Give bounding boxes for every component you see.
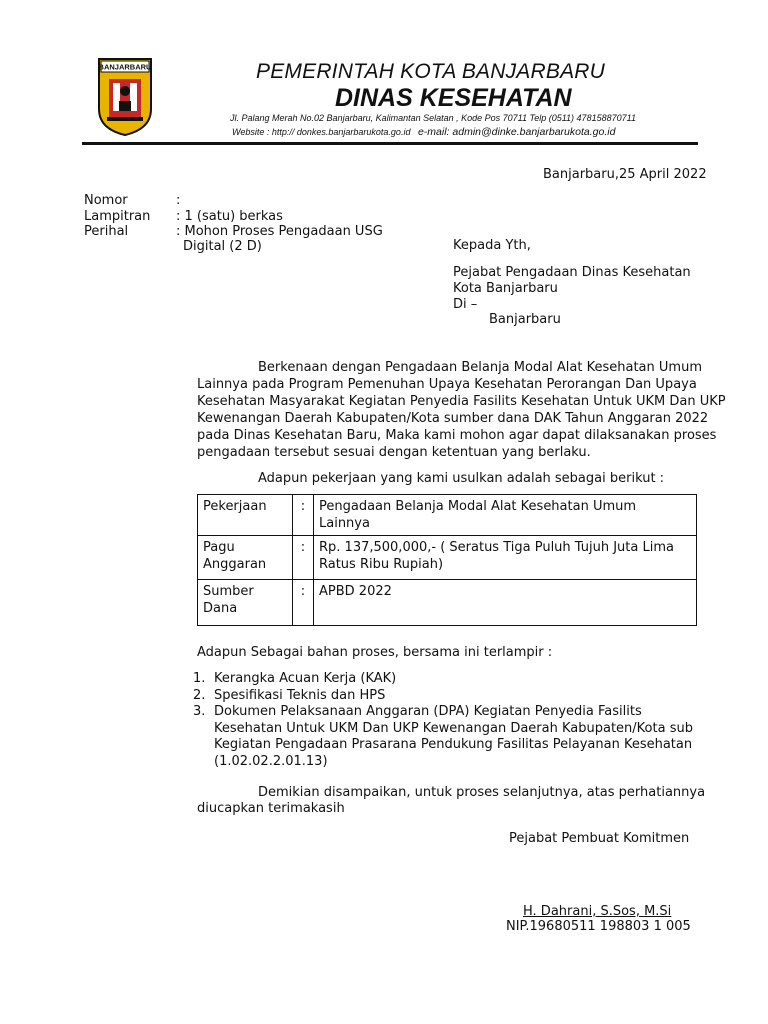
table-cell-label: Sumber Dana [198,580,293,626]
list-item-number: 2. [193,687,206,703]
email-text: e-mail: admin@dinke.banjarbarukota.go.id [417,126,616,138]
body-line-5: pada Dinas Kesehatan Baru, Maka kami mohon agar dapat dilaksanakan proses [197,428,717,443]
body-line-2: Lainnya pada Program Pemenuhan Upaya Kesehatan Perorangan Dan Upaya [197,377,697,392]
table-cell-sep: : [293,536,314,580]
recipient-title: Pejabat Pengadaan Dinas Kesehatan [453,265,691,280]
emblem-text: BANJARBARU [98,62,152,72]
table-cell-label: Pekerjaan [198,495,293,536]
perihal-value-cont: Digital (2 D) [183,239,262,254]
body-line-4: Kewenangan Daerah Kabupaten/Kota sumber dana DAK Tahun Anggaran 2022 [197,411,709,426]
list-item-number: 1. [193,671,206,686]
table-row [198,536,697,580]
lampiran-label: Lampitran [84,209,151,224]
body-line-3: Kesehatan Masyarakat Kegiatan Penyedia Fasilits Kesehatan Untuk UKM Dan UKP [197,394,726,409]
list-item-text: Kerangka Acuan Kerja (KAK) [214,671,397,686]
list-item-text: Dokumen Pelaksanaan Anggaran (DPA) Kegiatan Penyedia Fasilits Kesehatan Untuk UKM Dan UKP Kewenangan Daerah Kabupaten/Kota sub Kegiatan Pengadaan Prasarana Pendukung Fasilitas Pelayanan Kesehatan (1.02.02.2.01.13) [214,704,693,769]
recipient-di: Di – [453,297,478,312]
agency-address: Jl. Palang Merah No.02 Banjarbaru, Kalimantan Selatan , Kode Pos 70711 Telp (0511) 478158870711 [230,113,636,123]
table-cell-label: Pagu Anggaran [198,536,293,580]
website-text: Website : http:// donkes.banjarbarukota.go.id [232,127,411,137]
agency-contact [232,126,615,138]
table-cell-value: Rp. 137,500,000,- ( Seratus Tiga Puluh Tujuh Juta Lima Ratus Ribu Rupiah) [314,536,697,580]
recipient-greeting: Kepada Yth, [453,238,531,253]
signatory-nip: NIP.19680511 198803 1 005 [506,919,691,934]
body-line-1: Berkenaan dengan Pengadaan Belanja Modal Alat Kesehatan Umum [258,360,702,375]
body-line-6: pengadaan tersebut sesuai dengan ketentuan yang berlaku. [197,445,591,460]
list-item [193,688,698,705]
table-row [198,580,697,626]
table-cell-value: Pengadaan Belanja Modal Alat Kesehatan Umum Lainnya [314,495,697,536]
agency-name: DINAS KESEHATAN [335,84,572,112]
government-name: PEMERINTAH KOTA BANJARBARU [256,60,606,83]
attachments-intro: Adapun Sebagai bahan proses, bersama ini terlampir : [197,645,553,660]
nomor-label: Nomor [84,193,128,208]
nomor-value: : [176,193,181,208]
recipient-location: Banjarbaru [489,312,561,327]
header-divider [82,142,698,145]
list-item [193,704,698,770]
table-row [198,495,697,536]
table-cell-sep: : [293,495,314,536]
attachments-list [193,671,698,770]
list-item [193,671,698,688]
closing-line-2: diucapkan terimakasih [197,801,345,816]
perihal-value: : Mohon Proses Pengadaan USG [176,224,383,239]
perihal-label: Perihal [84,224,129,239]
table-cell-value: APBD 2022 [314,580,697,626]
recipient-city: Kota Banjarbaru [453,281,558,296]
signatory-title: Pejabat Pembuat Komitmen [509,831,690,846]
closing-line-1: Demikian disampaikan, untuk proses selanjutnya, atas perhatiannya [258,785,706,800]
banjarbaru-emblem [97,57,153,137]
table-cell-sep: : [293,580,314,626]
letter-date: Banjarbaru,25 April 2022 [543,167,707,182]
list-item-text: Spesifikasi Teknis dan HPS [214,687,386,703]
list-item-number: 3. [193,704,206,719]
signatory-name: H. Dahrani, S.Sos, M.Si [523,904,672,919]
work-details-table [197,494,697,626]
body-intro-table: Adapun pekerjaan yang kami usulkan adalah sebagai berikut : [258,471,665,486]
lampiran-value: : 1 (satu) berkas [176,209,283,224]
